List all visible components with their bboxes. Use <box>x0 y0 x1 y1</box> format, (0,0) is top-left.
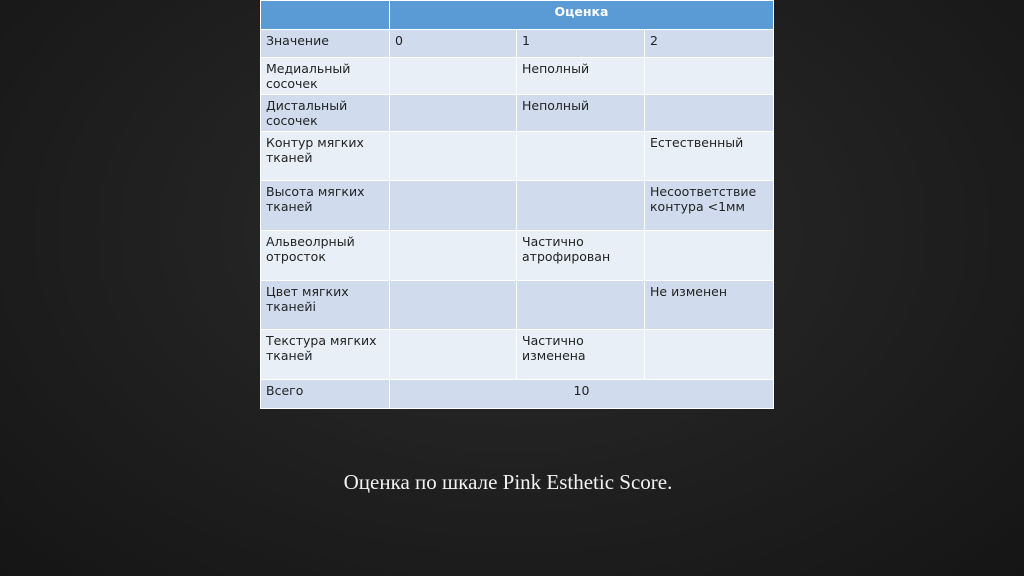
table-row <box>261 330 774 380</box>
header-score: Оценка <box>390 1 774 30</box>
header-empty-cell <box>261 1 390 30</box>
cell <box>517 181 645 231</box>
row-label: Альвеолрный отросток <box>261 231 390 281</box>
table-row <box>261 281 774 330</box>
cell <box>517 281 645 330</box>
cell <box>645 95 774 132</box>
table-row <box>261 95 774 132</box>
cell: Не изменен <box>645 281 774 330</box>
row-label: Цвет мягких тканейі <box>261 281 390 330</box>
value-cell: 1 <box>517 30 645 58</box>
pink-esthetic-score-table <box>260 0 774 409</box>
cell: Несоответствие контура <1мм <box>645 181 774 231</box>
row-label: Текстура мягких тканей <box>261 330 390 380</box>
table-row <box>261 231 774 281</box>
value-cell: 0 <box>390 30 517 58</box>
table-row <box>261 181 774 231</box>
cell: Частично атрофирован <box>517 231 645 281</box>
table-row <box>261 132 774 181</box>
cell <box>390 181 517 231</box>
cell <box>390 95 517 132</box>
cell <box>390 281 517 330</box>
cell <box>390 132 517 181</box>
table-header-row <box>261 1 774 30</box>
cell <box>645 231 774 281</box>
cell <box>390 231 517 281</box>
total-value: 10 <box>390 380 774 409</box>
cell: Естественный <box>645 132 774 181</box>
total-row <box>261 380 774 409</box>
row-label: Контур мягких тканей <box>261 132 390 181</box>
values-row <box>261 30 774 58</box>
value-cell: 2 <box>645 30 774 58</box>
row-label: Медиальный сосочек <box>261 58 390 95</box>
cell: Неполный <box>517 95 645 132</box>
cell <box>390 58 517 95</box>
table-row <box>261 58 774 95</box>
row-label: Высота мягких тканей <box>261 181 390 231</box>
row-label: Значение <box>261 30 390 58</box>
cell: Частично изменена <box>517 330 645 380</box>
row-label: Дистальный сосочек <box>261 95 390 132</box>
total-label: Всего <box>261 380 390 409</box>
cell <box>645 330 774 380</box>
cell <box>517 132 645 181</box>
cell: Неполный <box>517 58 645 95</box>
cell <box>390 330 517 380</box>
cell <box>645 58 774 95</box>
slide-caption: Оценка по шкале Pink Esthetic Score. <box>343 470 673 494</box>
